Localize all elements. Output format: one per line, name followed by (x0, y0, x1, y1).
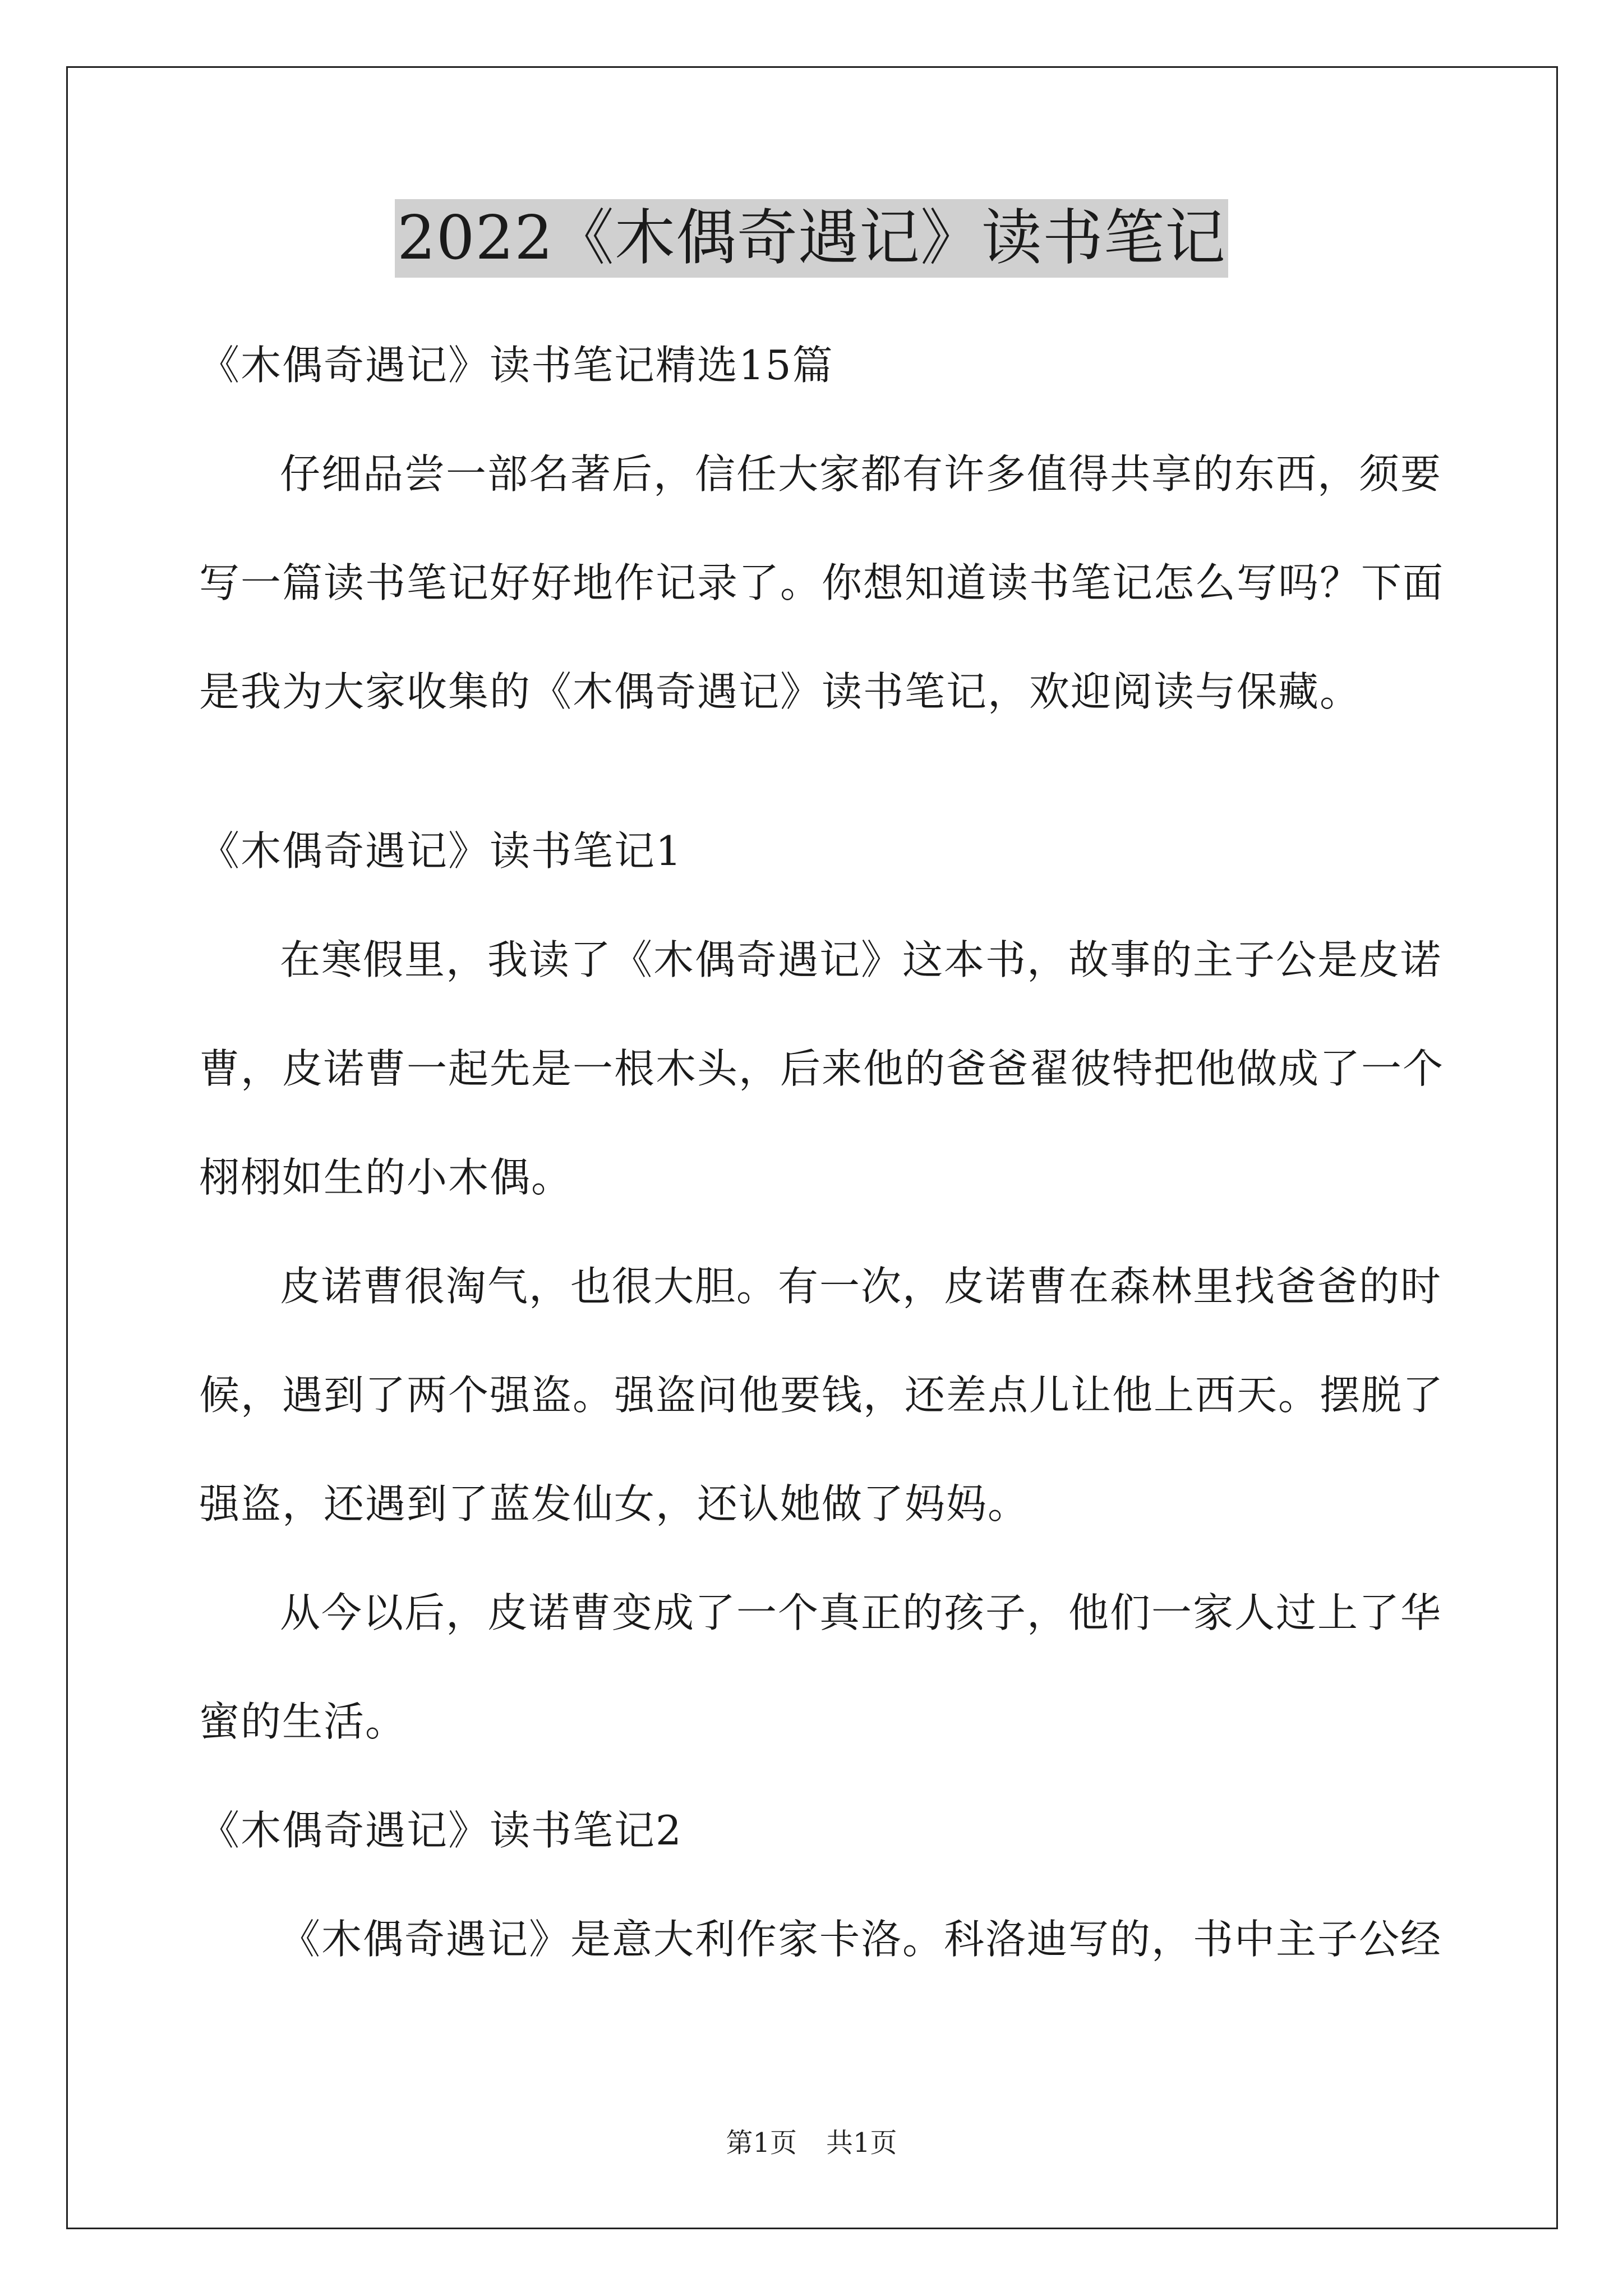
page-total: 共1页 (826, 2127, 897, 2159)
section1-paragraph-1 (199, 931, 1445, 1206)
title-block (0, 199, 1623, 278)
paragraph-line: 在寒假里，我读了《木偶奇遇记》这本书，故事的主子公是皮诺 (280, 936, 1442, 983)
document-subtitle: 《木偶奇遇记》读书笔记精选15篇 (199, 342, 834, 389)
intro-paragraph (199, 445, 1445, 720)
paragraph-line: 皮诺曹很淘气，也很大胆。有一次，皮诺曹在森林里找爸爸的时 (280, 1263, 1442, 1310)
paragraph-line: 强盗，还遇到了蓝发仙女，还认她做了妈妈。 (199, 1480, 1030, 1527)
paragraph-line: 从今以后，皮诺曹变成了一个真正的孩子，他们一家人过上了华 (280, 1589, 1442, 1636)
section1-paragraph-3 (199, 1584, 1442, 1750)
section-heading-2: 《木偶奇遇记》读书笔记2 (199, 1807, 683, 1854)
page-number: 第1页 (726, 2127, 797, 2159)
paragraph-line: 曹，皮诺曹一起先是一根木头，后来他的爸爸翟彼特把他做成了一个 (199, 1045, 1445, 1092)
intro-line: 写一篇读书笔记好好地作记录了。你想知道读书笔记怎么写吗？下面 (199, 559, 1445, 606)
section-heading-1: 《木偶奇遇记》读书笔记1 (199, 827, 683, 875)
page-footer (0, 2126, 1623, 2160)
paragraph-line: 蜜的生活。 (199, 1698, 407, 1745)
intro-line: 仔细品尝一部名著后，信任大家都有许多值得共享的东西，须要 (280, 450, 1442, 498)
paragraph-line: 候，遇到了两个强盗。强盗问他要钱，还差点儿让他上西天。摆脱了 (199, 1372, 1445, 1419)
paragraph-line: 栩栩如生的小木偶。 (199, 1154, 573, 1201)
intro-line: 是我为大家收集的《木偶奇遇记》读书笔记，欢迎阅读与保藏。 (199, 668, 1362, 715)
section2-first-line: 《木偶奇遇记》是意大利作家卡洛。科洛迪写的，书中主子公经 (280, 1916, 1442, 1963)
document-body (199, 337, 1445, 1968)
document-title: 2022《木偶奇遇记》读书笔记 (395, 199, 1228, 278)
section1-paragraph-2 (199, 1258, 1445, 1533)
